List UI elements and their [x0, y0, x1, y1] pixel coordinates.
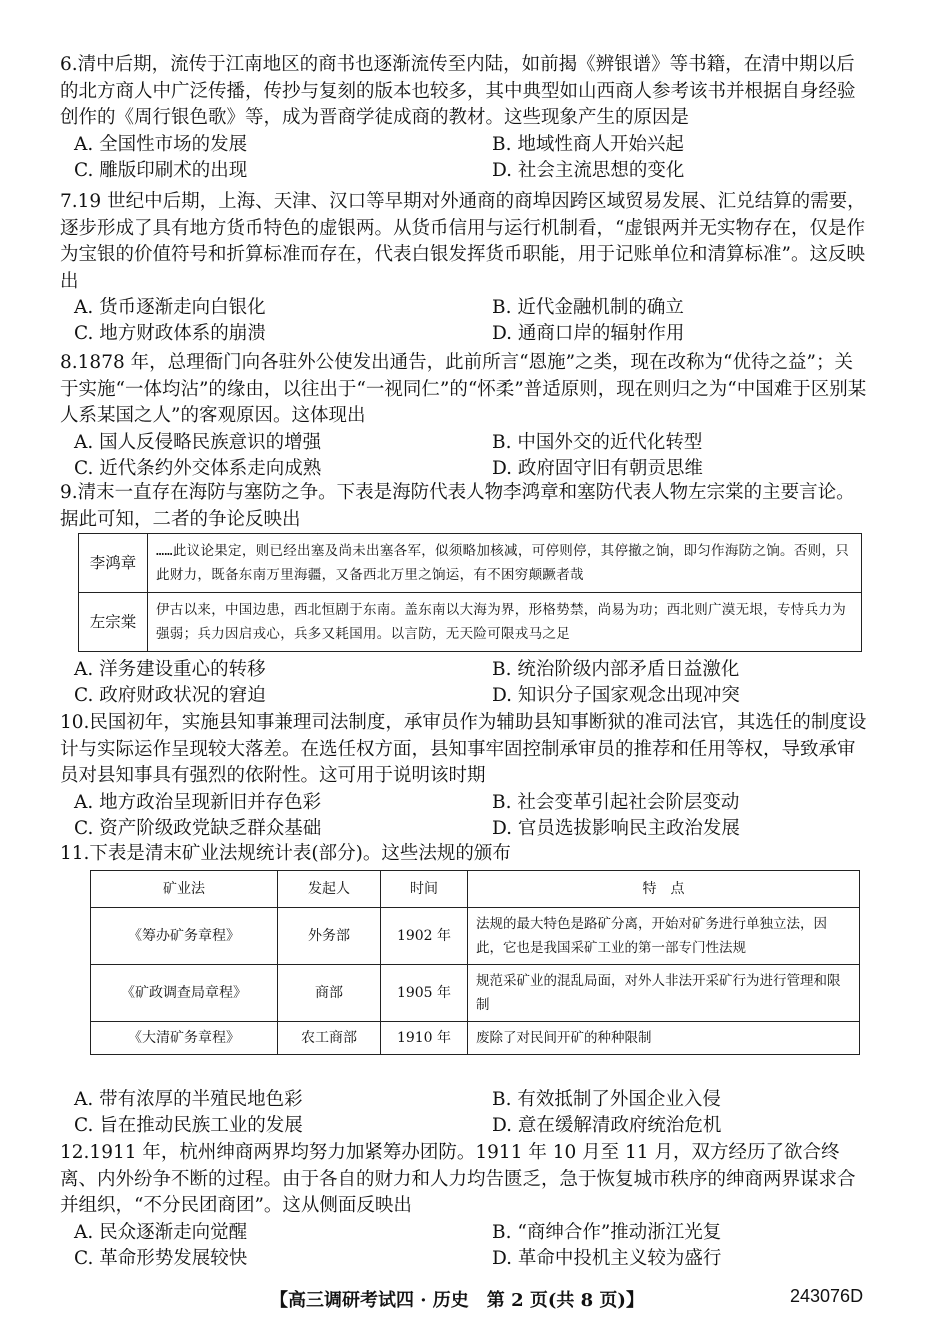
- option-b[interactable]: B. 中国外交的近代化转型: [492, 431, 703, 453]
- table-row: [91, 908, 860, 965]
- quote-cell: ……此议论果定，则已经出塞及尚未出塞各军，似须略加核减，可停则停，其停撤之饷，即匀作海防之饷。否则，只此财力，既备东南万里海疆，又备西北万里之饷运，有不困穷颠蹶者哉: [148, 534, 862, 593]
- person-name: 左宗棠: [79, 593, 148, 652]
- table-header-row: [91, 871, 860, 908]
- option-d[interactable]: D. 知识分子国家观念出现冲突: [492, 685, 740, 706]
- table-row: [79, 534, 862, 593]
- question-text: 6.清中后期，流传于江南地区的商书也逐渐流传至内陆，如前揭《辨银谱》等书籍，在清中期以后的北方商人中广泛传播，传抄与复刻的版本也较多，其中典型如山西商人参考该书并根据自身经验创作的《周行银色歌》等，成为晋商学徒成商的教材。这些现象产生的原因是: [60, 54, 856, 128]
- table-row: [79, 593, 862, 652]
- option-b[interactable]: B. 近代金融机制的确立: [492, 297, 684, 318]
- options-row-2: [60, 1246, 870, 1272]
- initiator: 外务部: [278, 908, 381, 965]
- options-row-2: [60, 816, 870, 842]
- mining-law-table: [90, 870, 860, 1055]
- options-row-1: [60, 1087, 870, 1113]
- question-text: 7.19 世纪中后期，上海、天津、汉口等早期对外通商的商埠因跨区域贸易发展、汇兑结算的需要，逐步形成了具有地方货币特色的虚银两。从货币信用与运行机制看，“虚银两并无实物存在，仅是作为宝银的价值符号和折算标准而存在，代表白银发挥货币职能，用于记账单位和清算标准”。这反映出: [60, 191, 866, 292]
- option-b[interactable]: B. 有效抵制了外国企业入侵: [492, 1089, 721, 1110]
- year: 1905 年: [381, 965, 468, 1022]
- options-row-1: [60, 295, 870, 321]
- debate-table: [78, 533, 862, 652]
- option-b[interactable]: B. 地域性商人开始兴起: [492, 133, 684, 155]
- question-11-options: [60, 1087, 870, 1139]
- initiator: 商部: [278, 965, 381, 1022]
- column-header: 时间: [381, 871, 468, 908]
- option-a[interactable]: A. 全国性市场的发展: [74, 133, 248, 155]
- option-a[interactable]: A. 国人反侵略民族意识的增强: [74, 431, 322, 453]
- options-row-2: [60, 456, 870, 482]
- question-12: [60, 1140, 870, 1272]
- question-text: 8.1878 年，总理衙门向各驻外公使发出通告，此前所言“恩施”之类，现在改称为“优待之益”；关于实施“一体均沾”的缘由，以往出于“一视同仁”的“怀柔”普适原则，现在则归之为“中国难于区别某人系某国之人”的客观原因。这体现出: [60, 352, 867, 426]
- law-name: 《矿政调查局章程》: [91, 965, 278, 1022]
- footer-title: 【高三调研考试四 · 历史 第 2 页(共 8 页)】: [270, 1290, 644, 1311]
- option-c[interactable]: C. 旨在推动民族工业的发展: [74, 1115, 303, 1136]
- options-row-2: [60, 321, 870, 347]
- question-7: [60, 189, 870, 347]
- question-6: [60, 52, 870, 184]
- option-d[interactable]: D. 政府固守旧有朝贡思维: [492, 457, 703, 479]
- option-c[interactable]: C. 近代条约外交体系走向成熟: [74, 457, 322, 479]
- option-c[interactable]: C. 资产阶级政党缺乏群众基础: [74, 817, 322, 839]
- paper-code: 243076D: [790, 1286, 864, 1306]
- question-8: [60, 350, 870, 482]
- option-b[interactable]: B. 社会变革引起社会阶层变动: [492, 791, 740, 813]
- question-10: [60, 710, 870, 842]
- year: 1902 年: [381, 908, 468, 965]
- question-text: 10.民国初年，实施县知事兼理司法制度，承审员作为辅助县知事断狱的准司法官，其选任的制度设计与实际运作呈现较大落差。在选任权方面，县知事牢固控制承审员的推荐和任用等权，导致承审员对县知事具有强烈的依附性。这可用于说明该时期: [60, 712, 867, 786]
- option-b[interactable]: B. “商绅合作”推动浙江光复: [492, 1221, 722, 1243]
- question-9: [60, 480, 870, 533]
- options-row-2: [60, 1113, 870, 1139]
- option-d[interactable]: D. 社会主流思想的变化: [492, 159, 685, 181]
- feature: 废除了对民间开矿的种种限制: [468, 1022, 860, 1055]
- question-text: 12.1911 年，杭州绅商两界均努力加紧筹办团防。1911 年 10 月至 11 月，双方经历了欲合终离、内外纷争不断的过程。由于各自的财力和人力均告匮乏，急于恢复城市秩序的绅商两界谋求合并组织，“不分民团商团”。这从侧面反映出: [60, 1142, 856, 1216]
- option-c[interactable]: C. 革命形势发展较快: [74, 1247, 248, 1269]
- options-row-2: [60, 158, 870, 184]
- options-row-1: [60, 790, 870, 816]
- question-11: [60, 841, 870, 868]
- option-b[interactable]: B. 统治阶级内部矛盾日益激化: [492, 659, 740, 680]
- question-9-options: [60, 657, 870, 709]
- options-row-1: [60, 1220, 870, 1246]
- option-a[interactable]: A. 货币逐渐走向白银化: [74, 297, 266, 318]
- option-a[interactable]: A. 带有浓厚的半殖民地色彩: [74, 1089, 303, 1110]
- column-header: 矿业法: [91, 871, 278, 908]
- table-row: [91, 965, 860, 1022]
- question-text: 9.清末一直存在海防与塞防之争。下表是海防代表人物李鸿章和塞防代表人物左宗棠的主要言论。据此可知，二者的争论反映出: [60, 482, 855, 530]
- column-header: 发起人: [278, 871, 381, 908]
- initiator: 农工商部: [278, 1022, 381, 1055]
- option-a[interactable]: A. 民众逐渐走向觉醒: [74, 1221, 248, 1243]
- option-a[interactable]: A. 地方政治呈现新旧并存色彩: [74, 791, 322, 813]
- options-row-1: [60, 132, 870, 158]
- option-c[interactable]: C. 地方财政体系的崩溃: [74, 323, 266, 344]
- person-name: 李鸿章: [79, 534, 148, 593]
- feature: 规范采矿业的混乱局面，对外人非法开采矿行为进行管理和限制: [468, 965, 860, 1022]
- option-a[interactable]: A. 洋务建设重心的转移: [74, 659, 266, 680]
- law-name: 《大清矿务章程》: [91, 1022, 278, 1055]
- table-row: [91, 1022, 860, 1055]
- option-c[interactable]: C. 雕版印刷术的出现: [74, 159, 248, 181]
- feature: 法规的最大特色是路矿分离，开始对矿务进行单独立法，因此，它也是我国采矿工业的第一部专门性法规: [468, 908, 860, 965]
- quote-cell: 伊古以来，中国边患，西北恒剧于东南。盖东南以大海为界，形格势禁，尚易为功；西北则广漠无垠，专恃兵力为强弱；兵力因启戎心，兵多又耗国用。以言防，无天险可限戎马之足: [148, 593, 862, 652]
- question-text: 11.下表是清末矿业法规统计表(部分)。这些法规的颁布: [60, 843, 511, 864]
- option-d[interactable]: D. 革命中投机主义较为盛行: [492, 1247, 722, 1269]
- option-d[interactable]: D. 意在缓解清政府统治危机: [492, 1115, 722, 1136]
- law-name: 《筹办矿务章程》: [91, 908, 278, 965]
- option-c[interactable]: C. 政府财政状况的窘迫: [74, 685, 266, 706]
- options-row-1: [60, 657, 870, 683]
- option-d[interactable]: D. 通商口岸的辐射作用: [492, 323, 685, 344]
- options-row-1: [60, 430, 870, 456]
- options-row-2: [60, 683, 870, 709]
- option-d[interactable]: D. 官员选拔影响民主政治发展: [492, 817, 740, 839]
- year: 1910 年: [381, 1022, 468, 1055]
- column-header: 特 点: [468, 871, 860, 908]
